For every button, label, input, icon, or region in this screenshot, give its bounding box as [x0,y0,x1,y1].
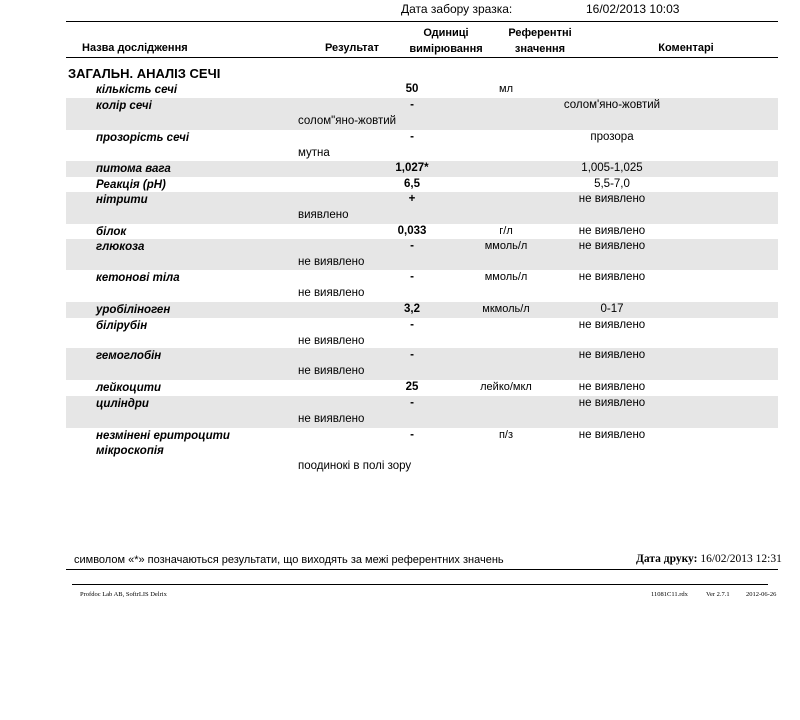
test-name: Реакція (pH) [96,179,166,191]
table-row [66,380,778,396]
test-name: білок [96,226,127,238]
test-name: глюкоза [96,241,145,253]
test-result-text: не виявлено [298,365,365,377]
test-result: + [408,193,416,205]
footnote: символом «*» позначаються результати, що виходять за межі референтних значень [74,554,504,566]
test-unit: ммоль/л [484,240,528,252]
test-name: кількість сечі [96,84,178,96]
test-unit: ммоль/л [484,271,528,283]
test-name: прозорість сечі [96,132,190,144]
reference-range: прозора [590,131,634,143]
reference-range: не виявлено [578,193,646,205]
test-unit: г/л [499,225,513,237]
test-name: нітрити [96,194,148,206]
test-unit: мкмоль/л [482,303,530,315]
test-result: - [410,271,414,283]
test-unit: лейко/мкл [480,381,532,393]
test-name: кетонові тіла [96,272,180,284]
reference-range: не виявлено [578,225,646,237]
footer-rule-1 [66,569,778,570]
test-result-text: поодинокі в полі зору [298,460,412,472]
test-result: 50 [405,83,419,95]
test-name: білірубін [96,320,148,332]
reference-range: не виявлено [578,397,646,409]
table-row [66,161,778,177]
table-row [66,177,778,192]
table-row [66,318,778,348]
version: Ver 2.7.1 [706,591,730,598]
test-result: - [410,397,414,409]
build-date: 2012-06-26 [746,591,777,598]
table-row [66,428,778,478]
col-units-header: Одиниці вимірювання [409,27,483,55]
test-result: 6,5 [404,178,420,190]
table-row [66,239,778,270]
test-result: - [410,349,414,361]
test-name: гемоглобін [96,350,162,362]
test-unit: мл [499,83,513,95]
reference-range: не виявлено [578,381,646,393]
test-result: 25 [405,381,419,393]
reference-range: не виявлено [578,349,646,361]
reference-range: 0-17 [600,303,624,315]
table-row [66,348,778,380]
test-result-text: мутна [298,147,330,159]
test-name: незмінені еритроцити мікроскопія [96,430,230,457]
print-date: Дата друку: 16/02/2013 12:31 [636,553,782,565]
reference-range: не виявлено [578,429,646,441]
table-row [66,192,778,224]
sample-date-value: 16/02/2013 10:03 [586,2,680,16]
test-result-text: не виявлено [298,256,365,268]
test-result: - [410,319,414,331]
test-name: циліндри [96,398,149,410]
test-result-text: солом"яно-жовтий [298,115,397,127]
test-result: - [410,131,414,143]
table-row [66,224,778,239]
test-result: - [410,429,414,441]
file-name: 11081C11.rdx [651,591,688,598]
reference-range: солом'яно-жовтий [563,99,661,111]
test-unit: п/з [498,429,514,441]
header-top-rule [66,21,778,22]
vendor-name: Profdoc Lab AB, SoftrLIS Delrix [80,591,167,598]
col-result-header: Результат [324,42,380,54]
table-row [66,98,778,130]
test-result: 1,027* [395,162,429,174]
table-row [66,130,778,161]
test-name: уробіліноген [96,304,171,316]
reference-range: не виявлено [578,271,646,283]
test-result-text: не виявлено [298,335,365,347]
test-result: 3,2 [404,303,420,315]
test-result: - [410,240,414,252]
col-name-header: Назва дослідження [82,42,188,54]
footer-rule-2 [72,584,768,585]
test-name: питома вага [96,163,171,175]
test-result: 0,033 [397,225,427,237]
col-ref-header: Референтні значення [508,27,572,55]
table-row [66,302,778,318]
reference-range: 5,5-7,0 [594,178,630,190]
col-comments-header: Коментарі [658,42,714,54]
reference-range: 1,005-1,025 [581,162,643,174]
table-row [66,396,778,428]
test-result: - [410,99,414,111]
section-title: ЗАГАЛЬН. АНАЛІЗ СЕЧІ [68,66,221,81]
sample-date-label: Дата забору зразка: [401,2,513,16]
reference-range: не виявлено [578,240,646,252]
test-result-text: не виявлено [298,287,365,299]
test-result-text: не виявлено [298,413,365,425]
test-name: колір сечі [96,100,152,112]
table-row [66,82,778,98]
test-result-text: виявлено [298,209,349,221]
reference-range: не виявлено [578,319,646,331]
header-bottom-rule [66,57,778,58]
table-row [66,270,778,302]
test-name: лейкоцити [96,382,161,394]
